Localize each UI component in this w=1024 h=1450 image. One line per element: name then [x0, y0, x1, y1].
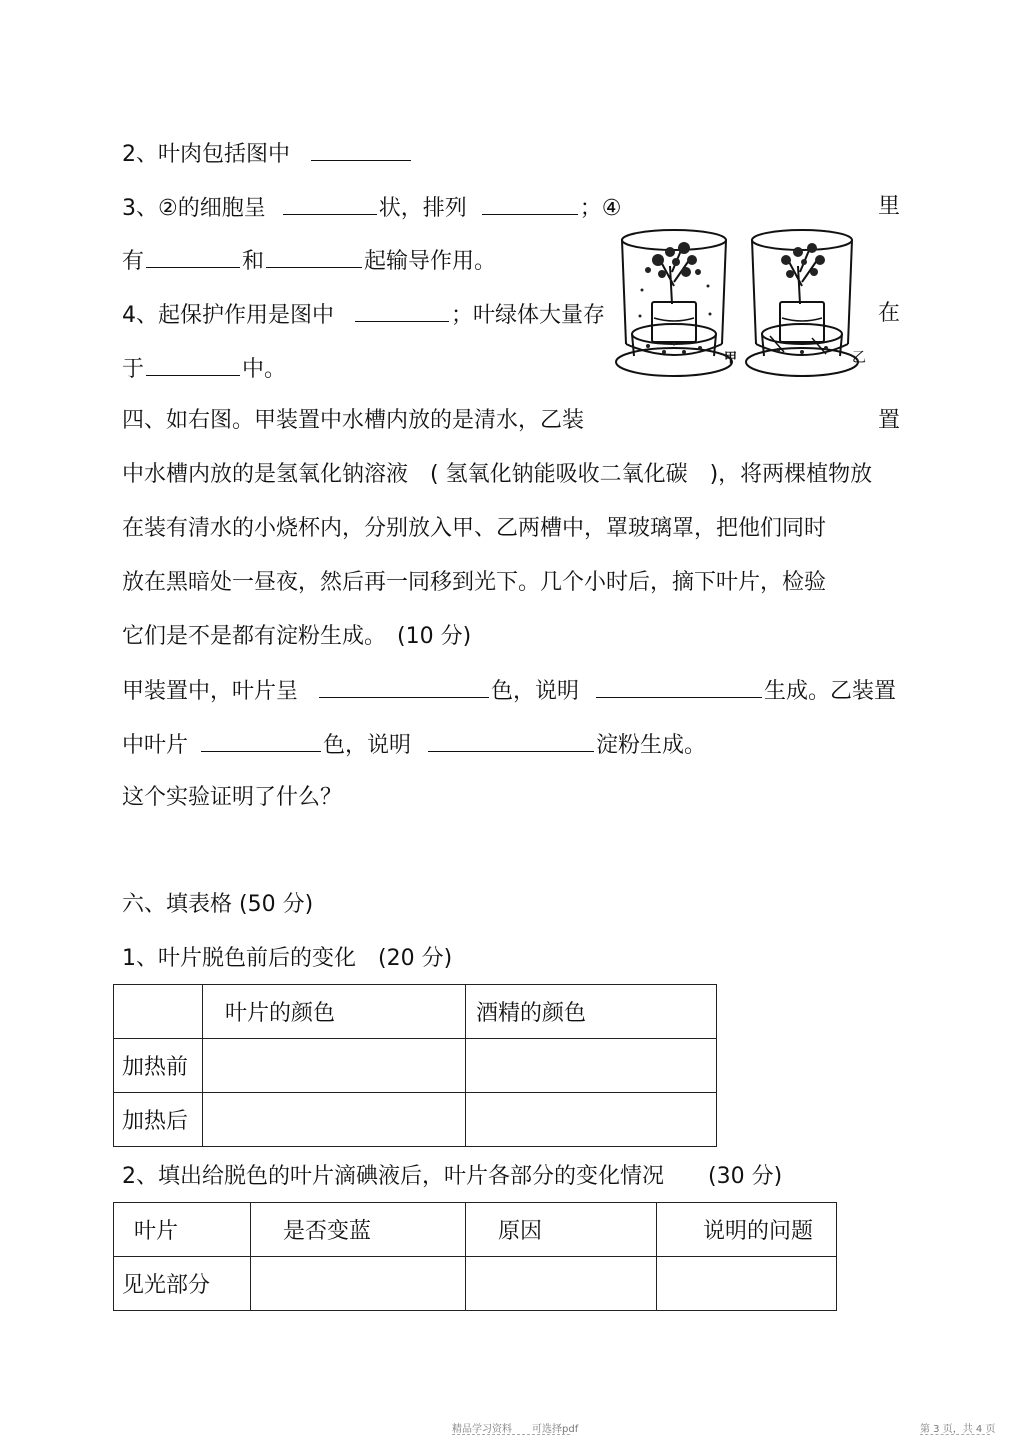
sec4-line-7 — [122, 729, 706, 761]
sec4-blank-1[interactable] — [319, 675, 489, 698]
sec4-line-1: 四、如右图。甲装置中水槽内放的是清水，乙装 — [122, 408, 585, 433]
q3-blank-1[interactable] — [283, 192, 377, 215]
table-2 — [113, 1202, 837, 1311]
sec4-line-6 — [122, 675, 896, 707]
table-1-answer-cell[interactable] — [466, 1039, 717, 1093]
q2-text: 2、叶肉包括图中 — [122, 142, 290, 167]
q4-text-c: 在 — [878, 301, 901, 326]
table-2-header-cell: 是否变蓝 — [251, 1203, 466, 1257]
sec4-l7-a: 中叶片 — [122, 733, 189, 758]
sec4-line-8: 这个实验证明了什么？ — [122, 785, 343, 810]
table-2-header-cell: 原因 — [466, 1203, 657, 1257]
table-2-header-cell: 叶片 — [114, 1203, 251, 1257]
q3-blank-3[interactable] — [146, 245, 240, 268]
sec4-line-1-end: 置 — [878, 408, 901, 433]
q3-text-a: 3、②的细胞呈 — [122, 196, 266, 221]
table-2-row-label: 见光部分 — [114, 1257, 251, 1311]
question-3-line-1 — [122, 192, 621, 224]
q4-text-b: ；叶绿体大量存 — [451, 303, 606, 328]
question-4-line-1 — [122, 299, 605, 331]
apparatus-yi — [746, 230, 858, 376]
footer-left-divider — [452, 1434, 570, 1435]
table-1-header-cell: 叶片的颜色 — [203, 985, 466, 1039]
sec4-l7-b: 色，说明 — [323, 733, 412, 758]
sec4-l7-c: 淀粉生成。 — [596, 733, 707, 758]
q3-text-f: 和 — [242, 249, 265, 274]
label-yi: 乙 — [852, 350, 866, 366]
table-row — [114, 1257, 837, 1311]
table-2-header-row — [114, 1203, 837, 1257]
sec4-blank-2[interactable] — [596, 675, 762, 698]
sec4-blank-3[interactable] — [201, 729, 321, 752]
table-2-answer-cell[interactable] — [657, 1257, 837, 1311]
question-4-line-2 — [122, 353, 286, 385]
q3-text-b: 状，排列 — [378, 196, 467, 221]
table-row — [114, 1093, 717, 1147]
footer-left: 精品学习资料 可选择pdf — [452, 1424, 579, 1435]
q2-blank[interactable] — [311, 138, 411, 161]
sec4-line-5: 它们是不是都有淀粉生成。 (10 分) — [122, 624, 472, 649]
footer-page-number: 第 3 页，共 4 页 — [920, 1424, 996, 1435]
table-2-answer-cell[interactable] — [251, 1257, 466, 1311]
table-row — [114, 1039, 717, 1093]
q4-blank-2[interactable] — [146, 353, 240, 376]
sec6-title: 六、填表格 (50 分) — [122, 892, 314, 917]
table-1-title: 1、叶片脱色前后的变化 (20 分) — [122, 946, 453, 971]
q3-blank-2[interactable] — [482, 192, 578, 215]
table-1 — [113, 984, 717, 1147]
table-2-answer-cell[interactable] — [466, 1257, 657, 1311]
table-2-header-cell: 说明的问题 — [657, 1203, 837, 1257]
question-2 — [122, 138, 413, 170]
sec4-l6-c: 生成。乙装置 — [764, 679, 897, 704]
q4-text-e: 中。 — [242, 357, 287, 382]
q4-text-a: 4、起保护作用是图中 — [122, 303, 334, 328]
table-1-row-label: 加热后 — [114, 1093, 203, 1147]
q3-text-c: ；④ — [579, 196, 622, 221]
sec4-l6-a: 甲装置中，叶片呈 — [122, 679, 299, 704]
table-1-header-row — [114, 985, 717, 1039]
table-1-answer-cell[interactable] — [203, 1093, 466, 1147]
table-2-title: 2、填出给脱色的叶片滴碘液后，叶片各部分的变化情况 (30 分) — [122, 1164, 783, 1189]
q3-blank-4[interactable] — [266, 245, 362, 268]
label-jia: 甲 — [724, 351, 738, 366]
question-3-line-2 — [122, 245, 496, 277]
sec4-line-3: 在装有清水的小烧杯内，分别放入甲、乙两槽中，罩玻璃罩，把他们同时 — [122, 516, 827, 541]
table-1-header-cell: 酒精的颜色 — [466, 985, 717, 1039]
apparatus-jia — [616, 230, 732, 376]
sec4-blank-4[interactable] — [428, 729, 594, 752]
q3-text-g: 起输导作用。 — [364, 249, 497, 274]
experiment-apparatus-figure — [612, 226, 874, 386]
table-1-header-cell — [114, 985, 203, 1039]
table-1-answer-cell[interactable] — [203, 1039, 466, 1093]
footer-right-divider — [920, 1434, 990, 1435]
q4-blank-1[interactable] — [355, 299, 449, 322]
q4-text-d: 于 — [122, 357, 145, 382]
sec4-l6-b: 色，说明 — [491, 679, 580, 704]
q3-text-e: 有 — [122, 249, 145, 274]
table-1-row-label: 加热前 — [114, 1039, 203, 1093]
table-1-answer-cell[interactable] — [466, 1093, 717, 1147]
sec4-line-2: 中水槽内放的是氢氧化钠溶液 ( 氢氧化钠能吸收二氧化碳 )，将两棵植物放 — [122, 462, 873, 487]
sec4-line-4: 放在黑暗处一昼夜，然后再一同移到光下。几个小时后，摘下叶片，检验 — [122, 570, 827, 595]
q3-text-d: 里 — [878, 194, 901, 219]
